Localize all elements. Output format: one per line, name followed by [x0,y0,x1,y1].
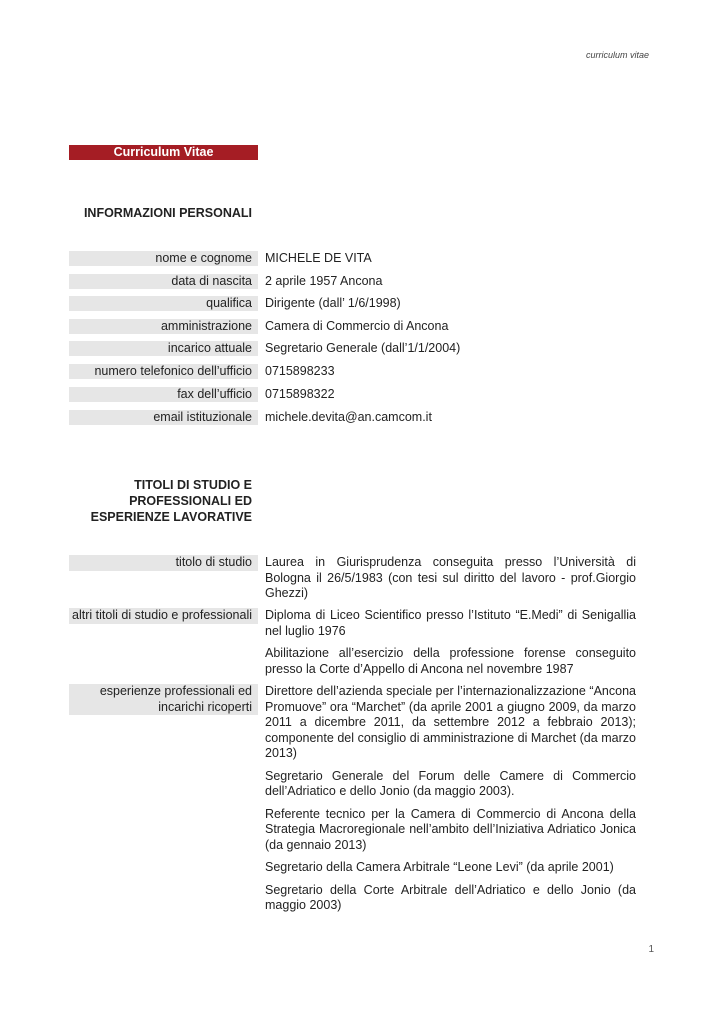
study-values [265,608,636,684]
info-row-current-role [69,341,649,356]
study-label-cell [69,608,258,624]
running-header: curriculum vitae [585,50,649,60]
cv-title-banner: Curriculum Vitae [69,145,258,160]
info-label-cell [69,341,258,356]
info-value: 2 aprile 1957 Ancona [265,274,383,288]
info-value: Dirigente (dall’ 1/6/1998) [265,296,401,310]
info-value: MICHELE DE VITA [265,251,372,265]
info-label: qualifica [206,296,252,310]
info-value: 0715898233 [265,364,335,378]
info-label: nome e cognome [155,251,252,265]
study-entry: Segretario della Camera Arbitrale “Leone Levi” (da aprile 2001) [265,860,614,874]
study-entry: Segretario della Corte Arbitrale dell’Adriatico e dello Jonio (da maggio 2003) [265,882,636,912]
info-label-cell [69,387,258,402]
info-label: incarico attuale [167,341,252,355]
info-label-cell [69,251,258,266]
info-label-cell [69,410,258,425]
study-label: altri titoli di studio e professionali [72,608,252,622]
study-entry: Referente tecnico per la Camera di Commercio di Ancona della Strategia Macroregionale nell’ambito dell’Iniziativa Adriatico Jonica (da gennaio 2013) [265,806,636,852]
info-label-cell [69,319,258,334]
info-label: amministrazione [160,319,252,333]
info-label-cell [69,296,258,311]
study-entry: Direttore dell’azienda speciale per l’internazionalizzazione “Ancona Promuove” ora “Marchet” (da aprile 2001 a giugno 2009, da marzo 2011 a dicembre 2011, da settembre 2012 a febbraio 2013); componente del consiglio di amministrazione di Marchet (da marzo 2013) [265,684,636,760]
personal-info-heading: INFORMAZIONI PERSONALI [83,206,252,220]
info-row-qualification [69,296,649,311]
info-label-cell [69,274,258,289]
info-label: numero telefonico dell’ufficio [94,364,252,378]
study-entry: Diploma di Liceo Scientifico presso l’Istituto “E.Medi” di Senigallia nel luglio 1976 [265,608,636,638]
info-label: email istituzionale [153,410,252,424]
study-values [265,684,636,921]
study-label-cell [69,684,258,715]
study-label: esperienze professionali ed incarichi ricoperti [99,684,252,714]
info-label: fax dell’ufficio [177,387,252,401]
study-label: titolo di studio [175,555,252,569]
info-row-phone [69,364,649,379]
info-value: michele.devita@an.camcom.it [265,410,432,424]
page-number: 1 [648,944,654,955]
study-entry: Abilitazione all’esercizio della professione forense conseguito presso la Corte d’Appello di Ancona nel novembre 1987 [265,646,636,676]
info-value: Segretario Generale (dall’1/1/2004) [265,341,461,355]
info-label: data di nascita [171,274,252,288]
study-label-cell [69,555,258,571]
info-row-email [69,410,649,425]
info-row-administration [69,319,649,334]
study-values [265,555,636,609]
info-value: Camera di Commercio di Ancona [265,319,449,333]
info-row-fax [69,387,649,402]
info-value: 0715898322 [265,387,335,401]
info-label-cell [69,364,258,379]
study-entry: Laurea in Giurisprudenza conseguita presso l’Università di Bologna il 26/5/1983 (con tesi sul diritto del lavoro - prof.Giorgio Ghezzi) [265,555,636,600]
info-row-birth [69,274,649,289]
study-entry: Segretario Generale del Forum delle Camere di Commercio dell’Adriatico e dello Jonio (da maggio 2003). [265,768,636,798]
info-row-name [69,251,649,266]
studies-heading: TITOLI DI STUDIO E PROFESSIONALI ED ESPERIENZE LAVORATIVE [90,478,252,524]
